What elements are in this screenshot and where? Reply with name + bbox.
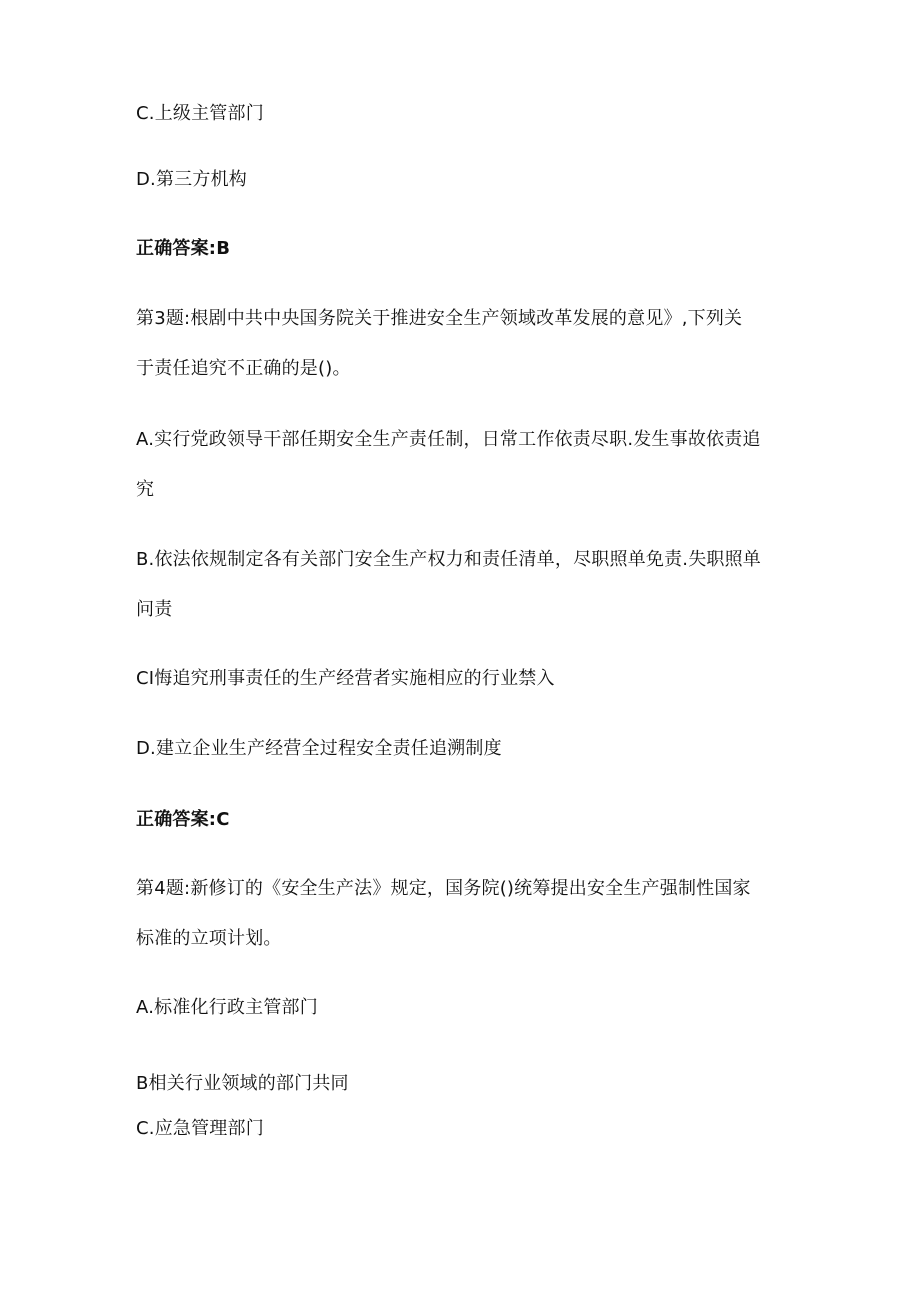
- q4-option-a: A.标准化行政主管部门: [136, 997, 318, 1018]
- q4-stem-line1: 第4题:新修订的《安全生产法》规定，国务院()统筹提出安全生产强制性国家: [136, 878, 751, 899]
- q2-answer: 正确答案:B: [136, 238, 231, 259]
- q3-option-a-line2: 究: [136, 479, 155, 500]
- q3-answer: 正确答案:C: [136, 809, 230, 830]
- q4-stem-line2: 标准的立项计划。: [136, 928, 282, 949]
- q4-option-b: B相关行业领域的部门共同: [136, 1073, 349, 1094]
- q3-stem-line2: 于责任追究不正确的是()。: [136, 358, 351, 379]
- q3-option-b-line1: B.依法依规制定各有关部门安全生产权力和责任清单，尽职照单免责.失职照单: [136, 549, 761, 570]
- q3-option-a-line1: A.实行党政领导干部任期安全生产责任制，日常工作依责尽职.发生事故依责追: [136, 429, 761, 450]
- q3-option-d: D.建立企业生产经营全过程安全责任追溯制度: [136, 738, 502, 759]
- q3-stem-line1: 第3题:根剧中共中央国务院关于推进安全生产领域改革发展的意见》,下列关: [136, 308, 743, 329]
- q3-option-b-line2: 问责: [136, 599, 173, 620]
- q2-option-d: D.第三方机构: [136, 169, 247, 190]
- q3-option-c: CI悔追究刑事责任的生产经营者实施相应的行业禁入: [136, 668, 555, 689]
- q2-option-c: C.上级主管部门: [136, 103, 264, 124]
- q4-option-c: C.应急管理部门: [136, 1118, 264, 1139]
